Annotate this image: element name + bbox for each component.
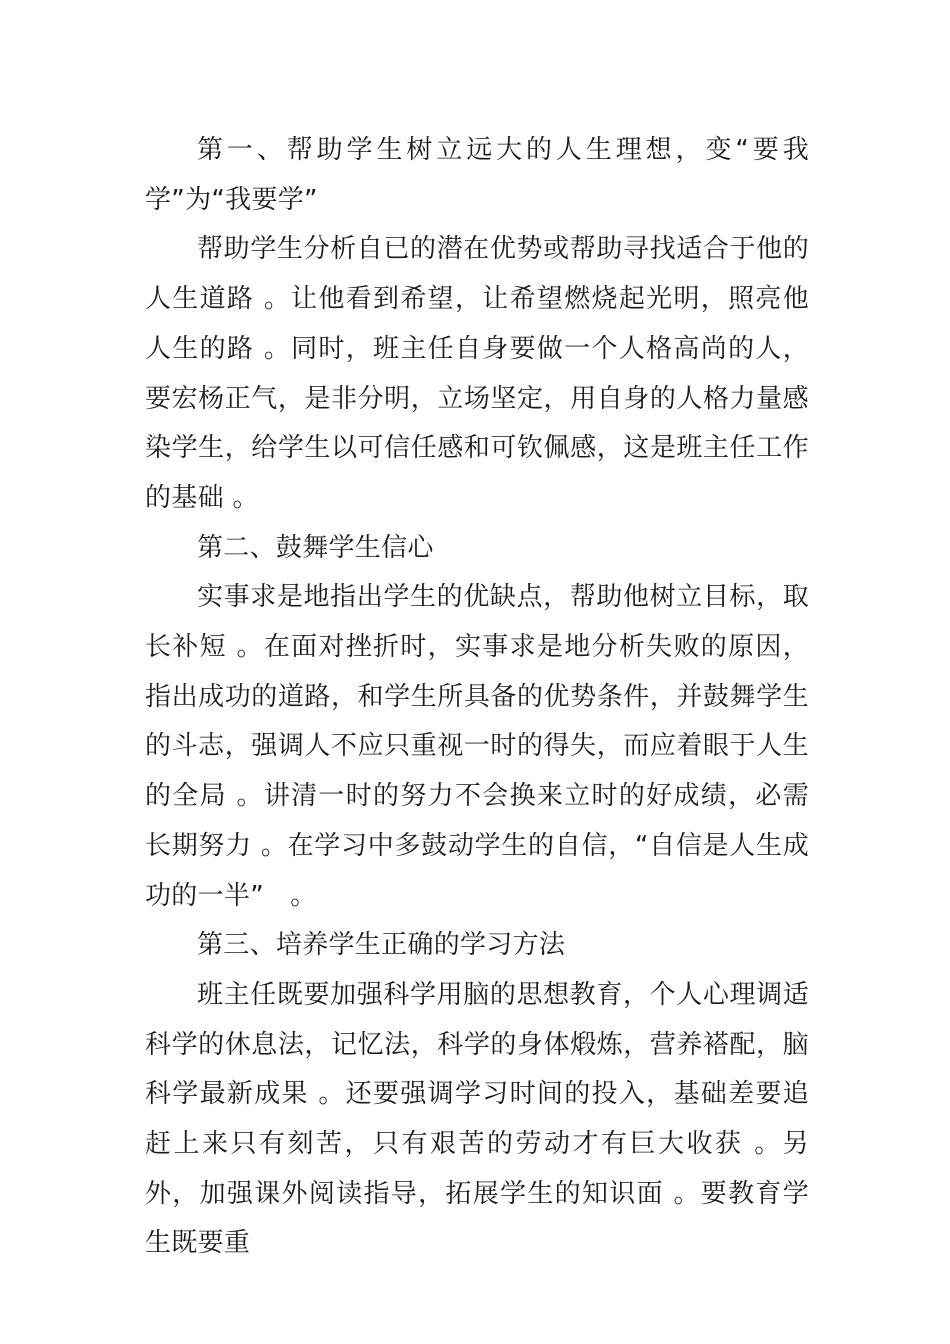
body-paragraph-1: 帮助学生分析自已的潜在优势或帮助寻找适合于他的人生道路 。让他看到希望，让希望燃烧起光明，照亮他人生的路 。同时，班主任自身要做一个人格高尚的人，要宏杨正气，是非分明，立场坚定，用自身的人格力量感染学生，给学生以可信任感和可钦佩感，这是班主任工作的基础 。 [145,234,809,513]
body-paragraph-3: 班主任既要加强科学用脑的思想教育，个人心理调适科学的休息法，记忆法，科学的身体煅炼，营养褡配，脑科学最新成果 。还要强调学习时间的投入，基础差要追赶上来只有刻苦，只有艰苦的劳动才有巨大收获 。另外，加强课外阅读指导，拓展学生的知识面 。要教育学生既要重 [145,979,809,1259]
section-heading-2: 第二、鼓舞学生信心 [197,532,434,563]
document-body [145,126,809,1269]
body-paragraph-2: 实事求是地指出学生的优缺点，帮助他树立目标，取长补短 。在面对挫折时，实事求是地分析失败的原因，指出成功的道路，和学生所具备的优势条件，并鼓舞学生的斗志，强调人不应只重视一时的得失，而应着眼于人生的全局 。讲清一时的努力不会换来立时的好成绩，必需长期努力 。在学习中多鼓动学生的自信，“自信是人生成功的一半” 。 [145,582,809,911]
section-heading-1: 第一、帮助学生树立远大的人生理想，变“要我学”为“我要学” [145,135,809,215]
section-heading-3: 第三、培养学生正确的学习方法 [197,930,566,961]
